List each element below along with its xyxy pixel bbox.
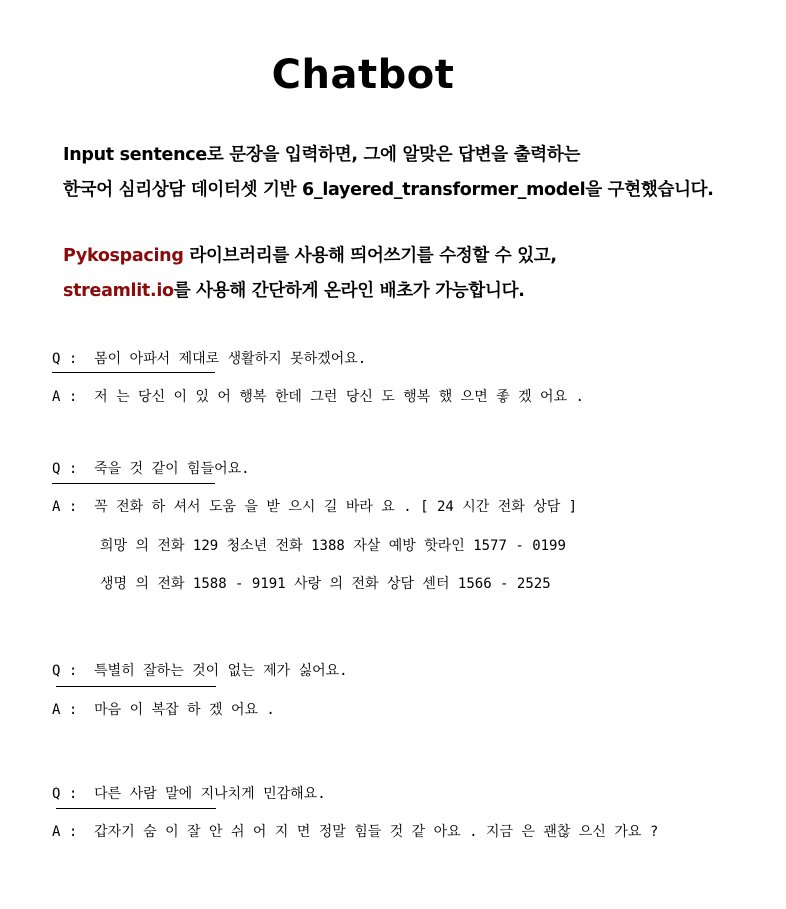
question: Q : 몸이 아파서 제대로 생활하지 못하겠어요. [52,351,367,367]
answer-line: 희망 의 전화 129 청소년 전화 1388 자살 예방 핫라인 1577 - 0199 [100,538,566,554]
intro-line-3 [63,242,557,267]
streamlit-link[interactable]: streamlit.io [63,281,174,301]
divider [52,372,215,373]
intro-text: 를 사용해 간단하게 온라인 배초가 가능합니다. [173,281,525,301]
answer: A : 갑자기 숨 이 잘 안 쉬 어 지 면 정말 힘들 것 같 아요 . 지금 은 괜찮 으신 가요 ? [52,824,659,840]
intro-line-4 [63,277,525,302]
answer-line: 생명 의 전화 1588 - 9191 사랑 의 전화 상담 센터 1566 - 2525 [100,576,551,592]
answer: A : 저 는 당신 이 있 어 행복 한데 그런 당신 도 행복 했 으면 좋 겠 어요 . [52,389,584,405]
divider [56,686,216,687]
intro-text: 라이브러리를 사용해 띄어쓰기를 수정할 수 있고, [183,246,557,266]
question: Q : 다른 사람 말에 지나치게 민감해요. [52,786,326,802]
intro-line-2: 한국어 심리상담 데이터셋 기반 6_layered_transformer_model을 구현했습니다. [63,180,714,200]
question: Q : 죽을 것 같이 힘들어요. [52,461,250,477]
question: Q : 특별히 잘하는 것이 없는 제가 싫어요. [52,663,348,679]
divider [56,808,216,809]
answer: A : 마음 이 복잡 하 겠 어요 . [52,702,275,718]
page-title: Chatbot [271,52,455,98]
intro-line-1: Input sentence로 문장을 입력하면, 그에 알맞은 답변을 출력하는 [63,145,581,165]
pykospacing-link[interactable]: Pykospacing [63,246,184,266]
answer: A : 꼭 전화 하 셔서 도움 을 받 으시 길 바라 요 . [ 24 시간 전화 상담 ] [52,499,578,515]
divider [52,483,215,484]
